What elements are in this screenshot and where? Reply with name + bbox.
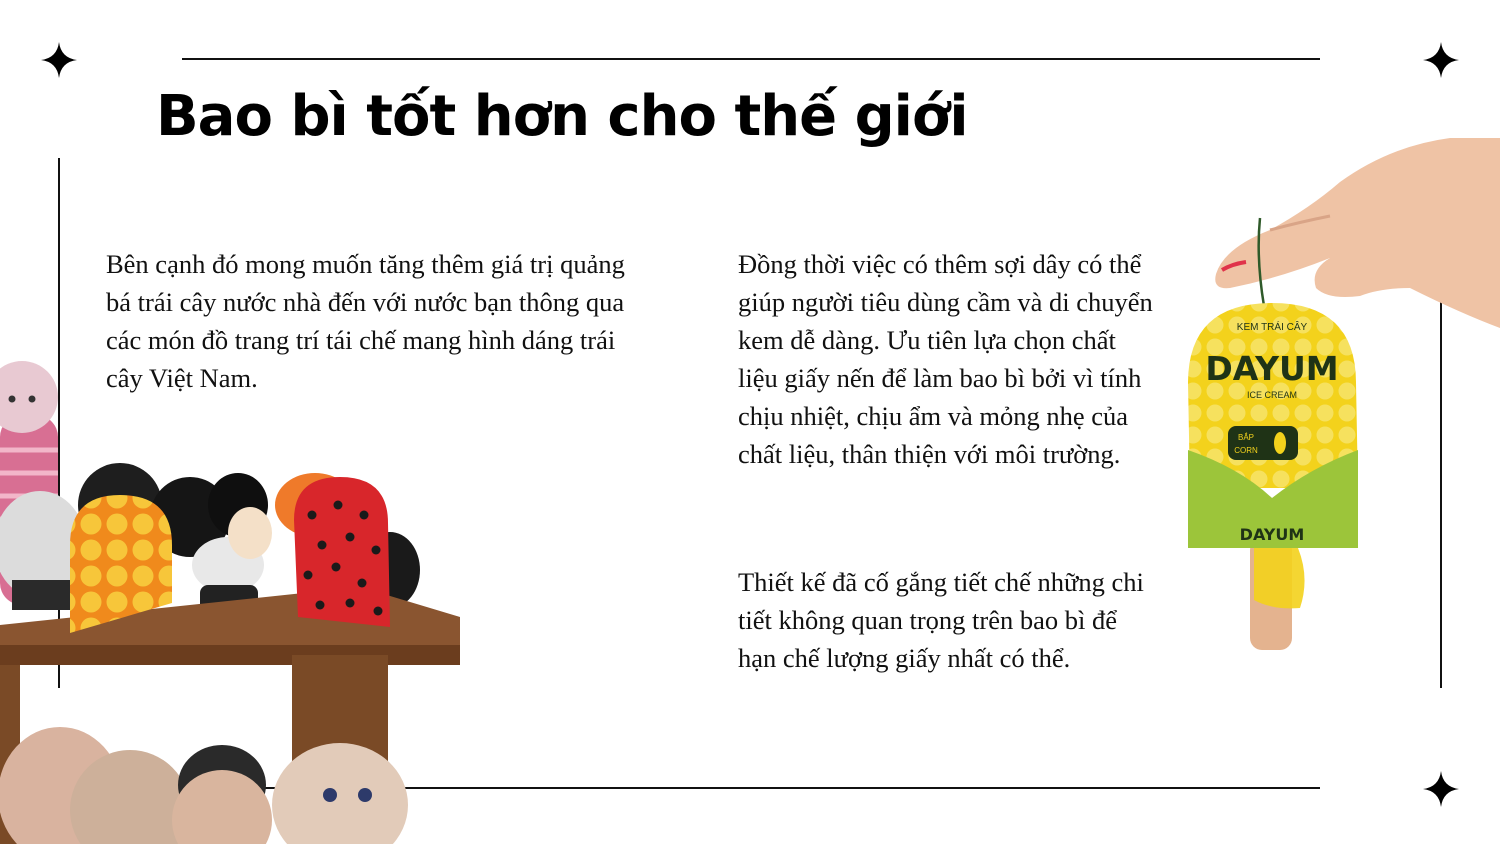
package-arc-text: KEM TRÁI CÂY [1236, 322, 1308, 333]
package-subtitle: ICE CREAM [1246, 390, 1298, 400]
package-brand: DAYUM [1205, 349, 1339, 388]
sparkle-icon-bottom-right [1423, 771, 1459, 807]
package-bottom-brand: DAYUM [1239, 525, 1305, 544]
paragraph-right-2: Thiết kế đã cố gắng tiết chế những chi tiết không quan trọng trên bao bì để hạn chế lượng giấy nhất có thể. [738, 567, 1144, 673]
flavor-en: CORN [1234, 446, 1258, 455]
dayum-package-photo [1160, 138, 1500, 658]
shelf-figurines-photo [0, 355, 460, 844]
top-rule [182, 58, 1320, 60]
paragraph-right-1: Đồng thời việc có thêm sợi dây có thể giúp người tiêu dùng cầm và di chuyển kem dễ dàng. Ưu tiên lựa chọn chất liệu giấy nến để làm bao bì bởi vì tính chịu nhiệt, chịu ẩm và mỏng nhẹ của chất liệu, thân thiện với môi trường. [738, 249, 1153, 469]
paragraph-left: Bên cạnh đó mong muốn tăng thêm giá trị quảng bá trái cây nước nhà đến với nước bạn thông qua các món đồ trang trí tái chế mang hình dáng trái cây Việt Nam. [106, 249, 625, 393]
slide-title: Bao bì tốt hơn cho thế giới [156, 84, 968, 149]
corn-icon [1274, 432, 1286, 454]
sparkle-icon-top-right [1423, 42, 1459, 78]
flavor-vi: BẮP [1237, 433, 1255, 442]
sparkle-icon-top-left [41, 42, 77, 78]
